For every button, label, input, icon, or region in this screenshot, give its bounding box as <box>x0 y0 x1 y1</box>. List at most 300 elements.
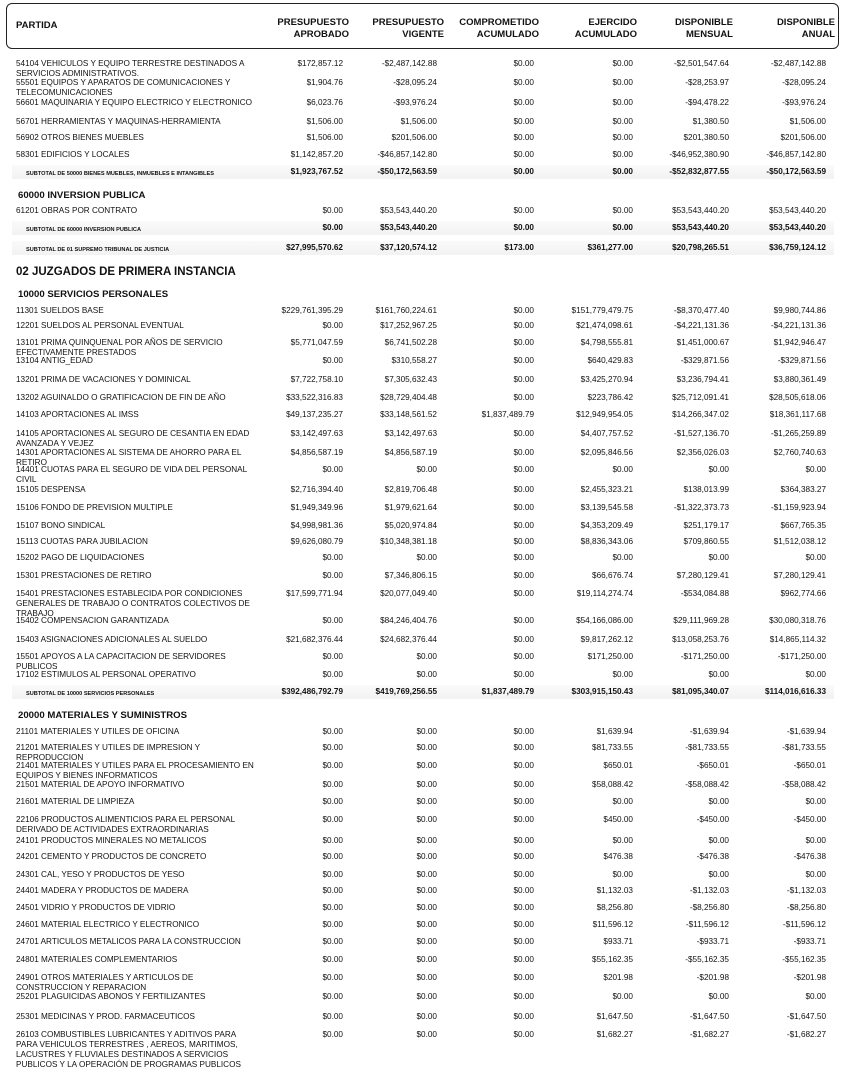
vigente-cell: $0.00 <box>416 886 437 895</box>
vigente-cell: $0.00 <box>416 652 437 661</box>
partida-label: 22106 PRODUCTOS ALIMENTICIOS PARA EL PERSONAL DERIVADO DE ACTIVIDADES EXTRAORDINARIAS <box>16 815 235 834</box>
ejercido-cell: $1,639.94 <box>596 727 633 736</box>
section-heading: 02 JUZGADOS DE PRIMERA INSTANCIA <box>16 266 236 278</box>
disponible-mensual-cell: $1,451,000.67 <box>676 338 729 347</box>
ejercido-cell: $303,915,150.43 <box>571 687 633 696</box>
aprobado-cell: $0.00 <box>322 356 343 365</box>
disponible-mensual-cell: $0.00 <box>708 553 729 562</box>
comprometido-cell: $0.00 <box>513 589 534 598</box>
vigente-cell: $7,305,632.43 <box>384 375 437 384</box>
ejercido-cell: $19,114,274.74 <box>576 589 633 598</box>
vigente-cell: $1,979,621.64 <box>384 503 437 512</box>
aprobado-cell: $0.00 <box>322 1012 343 1021</box>
disponible-mensual-cell: -$52,832,877.55 <box>669 167 729 176</box>
vigente-cell: -$50,172,563.59 <box>377 167 437 176</box>
disponible-mensual-cell: $20,798,265.51 <box>672 243 729 252</box>
partida-label: 13202 AGUINALDO O GRATIFICACION DE FIN DE AÑO <box>16 393 226 402</box>
disponible-anual-cell: $53,543,440.20 <box>769 206 826 215</box>
aprobado-cell: $2,716,394.40 <box>290 485 343 494</box>
vigente-cell: $28,729,404.48 <box>380 393 437 402</box>
header-partida: PARTIDA <box>16 20 58 31</box>
disponible-anual-cell: -$28,095.24 <box>782 78 826 87</box>
disponible-anual-cell: $3,880,361.49 <box>773 375 826 384</box>
disponible-anual-cell: -$55,162.35 <box>782 955 826 964</box>
disponible-anual-cell: $0.00 <box>805 670 826 679</box>
disponible-anual-cell: -$58,088.42 <box>782 780 826 789</box>
aprobado-cell: $0.00 <box>322 571 343 580</box>
comprometido-cell: $0.00 <box>513 429 534 438</box>
partida-label: 24901 OTROS MATERIALES Y ARTICULOS DE CONSTRUCCION Y REPARACION <box>16 973 194 992</box>
comprometido-cell: $0.00 <box>513 393 534 402</box>
disponible-anual-cell: $201,506.00 <box>780 133 826 142</box>
disponible-mensual-cell: $81,095,340.07 <box>672 687 729 696</box>
disponible-anual-cell: -$81,733.55 <box>782 743 826 752</box>
section-heading: 60000 INVERSION PUBLICA <box>18 190 146 201</box>
partida-label: 56601 MAQUINARIA Y EQUIPO ELECTRICO Y ELECTRONICO <box>16 98 252 107</box>
disponible-anual-cell: $28,505,618.06 <box>769 393 826 402</box>
vigente-cell: $84,246,404.76 <box>380 616 437 625</box>
disponible-anual-cell: $1,506.00 <box>789 117 826 126</box>
partida-label: 15106 FONDO DE PREVISION MULTIPLE <box>16 503 173 512</box>
disponible-mensual-cell: $3,236,794.41 <box>676 375 729 384</box>
partida-label: SUBTOTAL DE 50000 BIENES MUEBLES, INMUEBLES E INTANGIBLES <box>26 171 214 177</box>
partida-label: 15401 PRESTACIONES ESTABLECIDA POR CONDICIONES GENERALES DE TRABAJO O CONTRATOS COLECTIVOS DE TRABAJO <box>16 589 250 618</box>
ejercido-cell: $8,836,343.06 <box>580 537 633 546</box>
vigente-cell: $0.00 <box>416 1012 437 1021</box>
disponible-anual-cell: $0.00 <box>805 553 826 562</box>
ejercido-cell: $0.00 <box>612 870 633 879</box>
ejercido-cell: $0.00 <box>612 117 633 126</box>
disponible-mensual-cell: -$1,682.27 <box>689 1030 729 1039</box>
partida-label: 24501 VIDRIO Y PRODUCTOS DE VIDRIO <box>16 903 176 912</box>
vigente-cell: $2,819,706.48 <box>384 485 437 494</box>
section-heading: 10000 SERVICIOS PERSONALES <box>18 289 169 300</box>
disponible-anual-cell: -$1,265,259.89 <box>770 429 826 438</box>
comprometido-cell: $0.00 <box>513 375 534 384</box>
comprometido-cell: $0.00 <box>513 886 534 895</box>
disponible-mensual-cell: -$1,527,136.70 <box>673 429 729 438</box>
header-disponible-mensual: DISPONIBLE MENSUAL <box>674 17 733 40</box>
aprobado-cell: $0.00 <box>322 852 343 861</box>
comprometido-cell: $0.00 <box>513 727 534 736</box>
ejercido-cell: $1,647.50 <box>596 1012 633 1021</box>
section-heading: 20000 MATERIALES Y SUMINISTROS <box>18 710 188 721</box>
partida-label: 15402 COMPENSACION GARANTIZADA <box>16 616 169 625</box>
partida-label: 24401 MADERA Y PRODUCTOS DE MADERA <box>16 886 189 895</box>
comprometido-cell: $0.00 <box>513 537 534 546</box>
vigente-cell: $33,148,561.52 <box>380 410 437 419</box>
partida-label: 55501 EQUIPOS Y APARATOS DE COMUNICACIONES Y TELECOMUNICACIONES <box>16 78 231 97</box>
header-disponible-anual: DISPONIBLE ANUAL <box>776 17 835 40</box>
vigente-cell: $0.00 <box>416 780 437 789</box>
ejercido-cell: $55,162.35 <box>592 955 633 964</box>
header-comprometido-acumulado: COMPROMETIDO ACUMULADO <box>459 17 539 40</box>
disponible-anual-cell: $0.00 <box>805 870 826 879</box>
disponible-mensual-cell: -$450.00 <box>696 815 729 824</box>
partida-label: 24301 CAL, YESO Y PRODUCTOS DE YESO <box>16 870 185 879</box>
partida-label: 54104 VEHICULOS Y EQUIPO TERRESTRE DESTINADOS A SERVICIOS ADMINISTRATIVOS. <box>16 59 244 78</box>
aprobado-cell: $0.00 <box>322 973 343 982</box>
ejercido-cell: $0.00 <box>612 78 633 87</box>
ejercido-cell: $450.00 <box>603 815 633 824</box>
vigente-cell: $0.00 <box>416 852 437 861</box>
comprometido-cell: $0.00 <box>513 59 534 68</box>
vigente-cell: $0.00 <box>416 465 437 474</box>
disponible-mensual-cell: -$4,221,131.36 <box>673 321 729 330</box>
ejercido-cell: $640,429.83 <box>587 356 633 365</box>
partida-label: 14401 CUOTAS PARA EL SEGURO DE VIDA DEL PERSONAL CIVIL <box>16 465 247 484</box>
disponible-mensual-cell: -$8,370,477.40 <box>673 306 729 315</box>
aprobado-cell: $5,771,047.59 <box>290 338 343 347</box>
disponible-mensual-cell: $14,266,347.02 <box>672 410 729 419</box>
disponible-mensual-cell: -$171,250.00 <box>680 652 729 661</box>
vigente-cell: $17,252,967.25 <box>380 321 437 330</box>
partida-label: 24101 PRODUCTOS MINERALES NO METALICOS <box>16 836 207 845</box>
disponible-anual-cell: -$11,596.12 <box>782 920 826 929</box>
partida-label: 24201 CEMENTO Y PRODUCTOS DE CONCRETO <box>16 852 207 861</box>
vigente-cell: $310,558.27 <box>391 356 437 365</box>
comprometido-cell: $0.00 <box>513 761 534 770</box>
comprometido-cell: $0.00 <box>513 338 534 347</box>
ejercido-cell: $0.00 <box>612 992 633 1001</box>
ejercido-cell: $2,095,846.56 <box>580 448 633 457</box>
disponible-anual-cell: $14,865,114.32 <box>769 635 826 644</box>
aprobado-cell: $33,522,316.83 <box>286 393 343 402</box>
aprobado-cell: $49,137,235.27 <box>286 410 343 419</box>
comprometido-cell: $0.00 <box>513 955 534 964</box>
disponible-mensual-cell: -$476.38 <box>696 852 729 861</box>
aprobado-cell: $0.00 <box>322 815 343 824</box>
disponible-anual-cell: $0.00 <box>805 797 826 806</box>
ejercido-cell: $0.00 <box>612 59 633 68</box>
aprobado-cell: $0.00 <box>322 206 343 215</box>
partida-label: 15105 DESPENSA <box>16 485 86 494</box>
aprobado-cell: $0.00 <box>322 223 343 232</box>
comprometido-cell: $0.00 <box>513 797 534 806</box>
partida-label: 25301 MEDICINAS Y PROD. FARMACEUTICOS <box>16 1012 195 1021</box>
vigente-cell: $0.00 <box>416 670 437 679</box>
partida-label: 14105 APORTACIONES AL SEGURO DE CESANTIA EN EDAD AVANZADA Y VEJEZ <box>16 429 250 448</box>
ejercido-cell: $0.00 <box>612 206 633 215</box>
disponible-anual-cell: $9,980,744.86 <box>773 306 826 315</box>
ejercido-cell: $81,733.55 <box>592 743 633 752</box>
disponible-mensual-cell: -$81,733.55 <box>685 743 729 752</box>
aprobado-cell: $4,856,587.19 <box>290 448 343 457</box>
vigente-cell: $0.00 <box>416 992 437 1001</box>
vigente-cell: -$2,487,142.88 <box>381 59 437 68</box>
partida-label: 58301 EDIFICIOS Y LOCALES <box>16 150 130 159</box>
partida-label: 21501 MATERIAL DE APOYO INFORMATIVO <box>16 780 185 789</box>
aprobado-cell: $0.00 <box>322 780 343 789</box>
comprometido-cell: $0.00 <box>513 117 534 126</box>
partida-label: 14103 APORTACIONES AL IMSS <box>16 410 139 419</box>
disponible-anual-cell: -$450.00 <box>793 815 826 824</box>
ejercido-cell: $1,682.27 <box>596 1030 633 1039</box>
disponible-anual-cell: -$1,647.50 <box>786 1012 826 1021</box>
disponible-anual-cell: $1,512,038.12 <box>773 537 826 546</box>
aprobado-cell: $0.00 <box>322 553 343 562</box>
aprobado-cell: $1,904.76 <box>306 78 343 87</box>
partida-label: 13201 PRIMA DE VACACIONES Y DOMINICAL <box>16 375 191 384</box>
aprobado-cell: $172,857.12 <box>297 59 343 68</box>
vigente-cell: $0.00 <box>416 870 437 879</box>
comprometido-cell: $0.00 <box>513 465 534 474</box>
header-presupuesto-aprobado: PRESUPUESTO APROBADO <box>277 17 349 40</box>
disponible-mensual-cell: $251,179.17 <box>683 521 729 530</box>
partida-label: 15202 PAGO DE LIQUIDACIONES <box>16 553 145 562</box>
disponible-mensual-cell: -$55,162.35 <box>685 955 729 964</box>
comprometido-cell: $0.00 <box>513 973 534 982</box>
vigente-cell: $10,348,381.18 <box>380 537 437 546</box>
disponible-anual-cell: $53,543,440.20 <box>769 223 826 232</box>
disponible-mensual-cell: -$46,952,380.90 <box>669 150 729 159</box>
ejercido-cell: $201.98 <box>603 973 633 982</box>
vigente-cell: $3,142,497.63 <box>384 429 437 438</box>
comprometido-cell: $0.00 <box>513 1030 534 1039</box>
ejercido-cell: $54,166,086.00 <box>576 616 633 625</box>
vigente-cell: $0.00 <box>416 727 437 736</box>
aprobado-cell: $0.00 <box>322 797 343 806</box>
aprobado-cell: $0.00 <box>322 886 343 895</box>
comprometido-cell: $0.00 <box>513 167 534 176</box>
aprobado-cell: $1,142,857.20 <box>290 150 343 159</box>
comprometido-cell: $0.00 <box>513 321 534 330</box>
ejercido-cell: $0.00 <box>612 223 633 232</box>
partida-label: 15113 CUOTAS PARA JUBILACION <box>16 537 148 546</box>
vigente-cell: -$93,976.24 <box>393 98 437 107</box>
vigente-cell: $0.00 <box>416 815 437 824</box>
partida-label: 21201 MATERIALES Y UTILES DE IMPRESION Y REPRODUCCION <box>16 743 200 762</box>
ejercido-cell: $0.00 <box>612 553 633 562</box>
vigente-cell: $0.00 <box>416 903 437 912</box>
disponible-anual-cell: $0.00 <box>805 465 826 474</box>
disponible-mensual-cell: -$650.01 <box>696 761 729 770</box>
comprometido-cell: $0.00 <box>513 571 534 580</box>
partida-label: 14301 APORTACIONES AL SISTEMA DE AHORRO PARA EL RETIRO <box>16 448 242 467</box>
aprobado-cell: $0.00 <box>322 652 343 661</box>
ejercido-cell: $151,779,479.75 <box>571 306 633 315</box>
ejercido-cell: $223,786.42 <box>587 393 633 402</box>
disponible-mensual-cell: -$11,596.12 <box>685 920 729 929</box>
vigente-cell: $0.00 <box>416 797 437 806</box>
comprometido-cell: $0.00 <box>513 356 534 365</box>
disponible-anual-cell: -$329,871.56 <box>777 356 826 365</box>
comprometido-cell: $0.00 <box>513 448 534 457</box>
ejercido-cell: $2,455,323.21 <box>580 485 633 494</box>
partida-label: SUBTOTAL DE 10000 SERVICIOS PERSONALES <box>26 691 155 697</box>
disponible-anual-cell: -$93,976.24 <box>782 98 826 107</box>
disponible-mensual-cell: -$1,639.94 <box>689 727 729 736</box>
comprometido-cell: $0.00 <box>513 652 534 661</box>
disponible-mensual-cell: -$1,132.03 <box>689 886 729 895</box>
disponible-mensual-cell: -$1,322,373.73 <box>673 503 729 512</box>
disponible-anual-cell: $36,759,124.12 <box>769 243 826 252</box>
disponible-anual-cell: -$1,639.94 <box>786 727 826 736</box>
aprobado-cell: $7,722,758.10 <box>290 375 343 384</box>
vigente-cell: $24,682,376.44 <box>380 635 437 644</box>
aprobado-cell: $1,923,767.52 <box>290 167 343 176</box>
aprobado-cell: $0.00 <box>322 920 343 929</box>
vigente-cell: $1,506.00 <box>400 117 437 126</box>
aprobado-cell: $0.00 <box>322 836 343 845</box>
partida-label: 21101 MATERIALES Y UTILES DE OFICINA <box>16 727 180 736</box>
comprometido-cell: $0.00 <box>513 206 534 215</box>
comprometido-cell: $0.00 <box>513 780 534 789</box>
disponible-anual-cell: -$1,132.03 <box>786 886 826 895</box>
aprobado-cell: $27,995,570.62 <box>286 243 343 252</box>
disponible-anual-cell: -$201.98 <box>793 973 826 982</box>
partida-label: 12201 SUELDOS AL PERSONAL EVENTUAL <box>16 321 184 330</box>
aprobado-cell: $229,761,395.29 <box>281 306 343 315</box>
partida-label: 56701 HERRAMIENTAS Y MAQUINAS-HERRAMIENTA <box>16 117 221 126</box>
aprobado-cell: $0.00 <box>322 1030 343 1039</box>
ejercido-cell: $21,474,098.61 <box>576 321 633 330</box>
vigente-cell: $5,020,974.84 <box>384 521 437 530</box>
partida-label: SUBTOTAL DE 01 SUPREMO TRIBUNAL DE JUSTICIA <box>26 247 170 253</box>
aprobado-cell: $6,023.76 <box>306 98 343 107</box>
vigente-cell: $37,120,574.12 <box>380 243 437 252</box>
ejercido-cell: $933.71 <box>603 937 633 946</box>
aprobado-cell: $0.00 <box>322 870 343 879</box>
disponible-mensual-cell: -$94,478.22 <box>685 98 729 107</box>
comprometido-cell: $0.00 <box>513 521 534 530</box>
disponible-mensual-cell: -$1,647.50 <box>689 1012 729 1021</box>
partida-label: 25201 PLAGUICIDAS ABONOS Y FERTILIZANTES <box>16 992 206 1001</box>
aprobado-cell: $1,949,349.96 <box>290 503 343 512</box>
table-header <box>6 3 839 49</box>
disponible-mensual-cell: $53,543,440.20 <box>672 206 729 215</box>
ejercido-cell: $11,596.12 <box>592 920 633 929</box>
aprobado-cell: $0.00 <box>322 903 343 912</box>
ejercido-cell: $476.38 <box>603 852 633 861</box>
disponible-anual-cell: $7,280,129.41 <box>773 571 826 580</box>
ejercido-cell: $0.00 <box>612 836 633 845</box>
comprometido-cell: $0.00 <box>513 670 534 679</box>
vigente-cell: $53,543,440.20 <box>380 206 437 215</box>
comprometido-cell: $0.00 <box>513 485 534 494</box>
vigente-cell: $0.00 <box>416 836 437 845</box>
disponible-anual-cell: $114,016,616.33 <box>764 687 826 696</box>
partida-label: SUBTOTAL DE 60000 INVERSION PUBLICA <box>26 227 142 233</box>
vigente-cell: $0.00 <box>416 973 437 982</box>
ejercido-cell: $0.00 <box>612 133 633 142</box>
aprobado-cell: $0.00 <box>322 743 343 752</box>
partida-label: 17102 ESTIMULOS AL PERSONAL OPERATIVO <box>16 670 196 679</box>
comprometido-cell: $0.00 <box>513 503 534 512</box>
ejercido-cell: $3,425,270.94 <box>580 375 633 384</box>
comprometido-cell: $0.00 <box>513 743 534 752</box>
vigente-cell: $161,760,224.61 <box>375 306 437 315</box>
comprometido-cell: $0.00 <box>513 150 534 159</box>
partida-label: 15403 ASIGNACIONES ADICIONALES AL SUELDO <box>16 635 208 644</box>
disponible-anual-cell: -$933.71 <box>793 937 826 946</box>
comprometido-cell: $0.00 <box>513 992 534 1001</box>
comprometido-cell: $0.00 <box>513 815 534 824</box>
comprometido-cell: $0.00 <box>513 1012 534 1021</box>
disponible-mensual-cell: $29,111,969.28 <box>673 616 729 625</box>
partida-label: 24801 MATERIALES COMPLEMENTARIOS <box>16 955 178 964</box>
comprometido-cell: $0.00 <box>513 78 534 87</box>
header-presupuesto-vigente: PRESUPUESTO VIGENTE <box>372 17 444 40</box>
disponible-anual-cell: $2,760,740.63 <box>773 448 826 457</box>
comprometido-cell: $0.00 <box>513 98 534 107</box>
partida-label: 15501 APOYOS A LA CAPACITACION DE SERVIDORES PUBLICOS <box>16 652 226 671</box>
partida-label: 24701 ARTICULOS METALICOS PARA LA CONSTRUCCION <box>16 937 241 946</box>
disponible-mensual-cell: $0.00 <box>708 465 729 474</box>
ejercido-cell: $4,407,757.52 <box>580 429 633 438</box>
aprobado-cell: $17,599,771.94 <box>286 589 343 598</box>
disponible-mensual-cell: -$201.98 <box>696 973 729 982</box>
disponible-anual-cell: -$650.01 <box>793 761 826 770</box>
vigente-cell: $7,346,806.15 <box>384 571 437 580</box>
disponible-anual-cell: $18,361,117.68 <box>769 410 826 419</box>
disponible-anual-cell: -$8,256.80 <box>786 903 826 912</box>
ejercido-cell: $0.00 <box>612 98 633 107</box>
ejercido-cell: $361,277.00 <box>587 243 633 252</box>
aprobado-cell: $4,998,981.36 <box>290 521 343 530</box>
vigente-cell: $4,856,587.19 <box>384 448 437 457</box>
comprometido-cell: $1,837,489.79 <box>481 410 534 419</box>
disponible-mensual-cell: $25,712,091.41 <box>672 393 729 402</box>
aprobado-cell: $1,506.00 <box>306 133 343 142</box>
comprometido-cell: $173.00 <box>504 243 534 252</box>
disponible-mensual-cell: $13,058,253.76 <box>672 635 729 644</box>
comprometido-cell: $0.00 <box>513 920 534 929</box>
aprobado-cell: $0.00 <box>322 761 343 770</box>
ejercido-cell: $171,250.00 <box>587 652 633 661</box>
disponible-mensual-cell: $53,543,440.20 <box>672 223 729 232</box>
ejercido-cell: $0.00 <box>612 150 633 159</box>
disponible-anual-cell: -$476.38 <box>793 852 826 861</box>
disponible-mensual-cell: $7,280,129.41 <box>676 571 729 580</box>
vigente-cell: $201,506.00 <box>391 133 437 142</box>
disponible-anual-cell: -$46,857,142.80 <box>766 150 826 159</box>
disponible-mensual-cell: -$8,256.80 <box>689 903 729 912</box>
partida-label: 24601 MATERIAL ELECTRICO Y ELECTRONICO <box>16 920 200 929</box>
aprobado-cell: $0.00 <box>322 670 343 679</box>
disponible-mensual-cell: $0.00 <box>708 797 729 806</box>
ejercido-cell: $4,798,555.81 <box>580 338 633 347</box>
aprobado-cell: $0.00 <box>322 727 343 736</box>
vigente-cell: $53,543,440.20 <box>380 223 437 232</box>
disponible-anual-cell: $667,765.35 <box>780 521 826 530</box>
partida-label: 26103 COMBUSTIBLES LUBRICANTES Y ADITIVOS PARA PARA VEHICULOS TERRESTRES , AEREOS, MARITIMOS, LACUSTRES Y FLUVIALES DESTINADOS A SERVICIOS PUBLICOS Y LA OPERACIÓN DE PROGRAMAS PUBLICOS <box>16 1030 241 1069</box>
disponible-mensual-cell: -$28,253.97 <box>685 78 729 87</box>
disponible-mensual-cell: $0.00 <box>708 670 729 679</box>
disponible-anual-cell: $0.00 <box>805 836 826 845</box>
aprobado-cell: $9,626,080.79 <box>290 537 343 546</box>
ejercido-cell: $4,353,209.49 <box>580 521 633 530</box>
disponible-mensual-cell: $2,356,026.03 <box>676 448 729 457</box>
vigente-cell: -$28,095.24 <box>393 78 437 87</box>
disponible-mensual-cell: -$329,871.56 <box>680 356 729 365</box>
comprometido-cell: $0.00 <box>513 870 534 879</box>
partida-label: 15107 BONO SINDICAL <box>16 521 106 530</box>
disponible-anual-cell: $364,383.27 <box>780 485 826 494</box>
vigente-cell: $0.00 <box>416 955 437 964</box>
partida-label: 61201 OBRAS POR CONTRATO <box>16 206 138 215</box>
comprometido-cell: $0.00 <box>513 903 534 912</box>
comprometido-cell: $0.00 <box>513 836 534 845</box>
comprometido-cell: $0.00 <box>513 937 534 946</box>
vigente-cell: $0.00 <box>416 743 437 752</box>
disponible-anual-cell: -$50,172,563.59 <box>766 167 826 176</box>
aprobado-cell: $0.00 <box>322 937 343 946</box>
disponible-mensual-cell: -$534,084.88 <box>680 589 729 598</box>
vigente-cell: -$46,857,142.80 <box>377 150 437 159</box>
disponible-mensual-cell: $138,013.99 <box>683 485 729 494</box>
ejercido-cell: $1,132.03 <box>596 886 633 895</box>
